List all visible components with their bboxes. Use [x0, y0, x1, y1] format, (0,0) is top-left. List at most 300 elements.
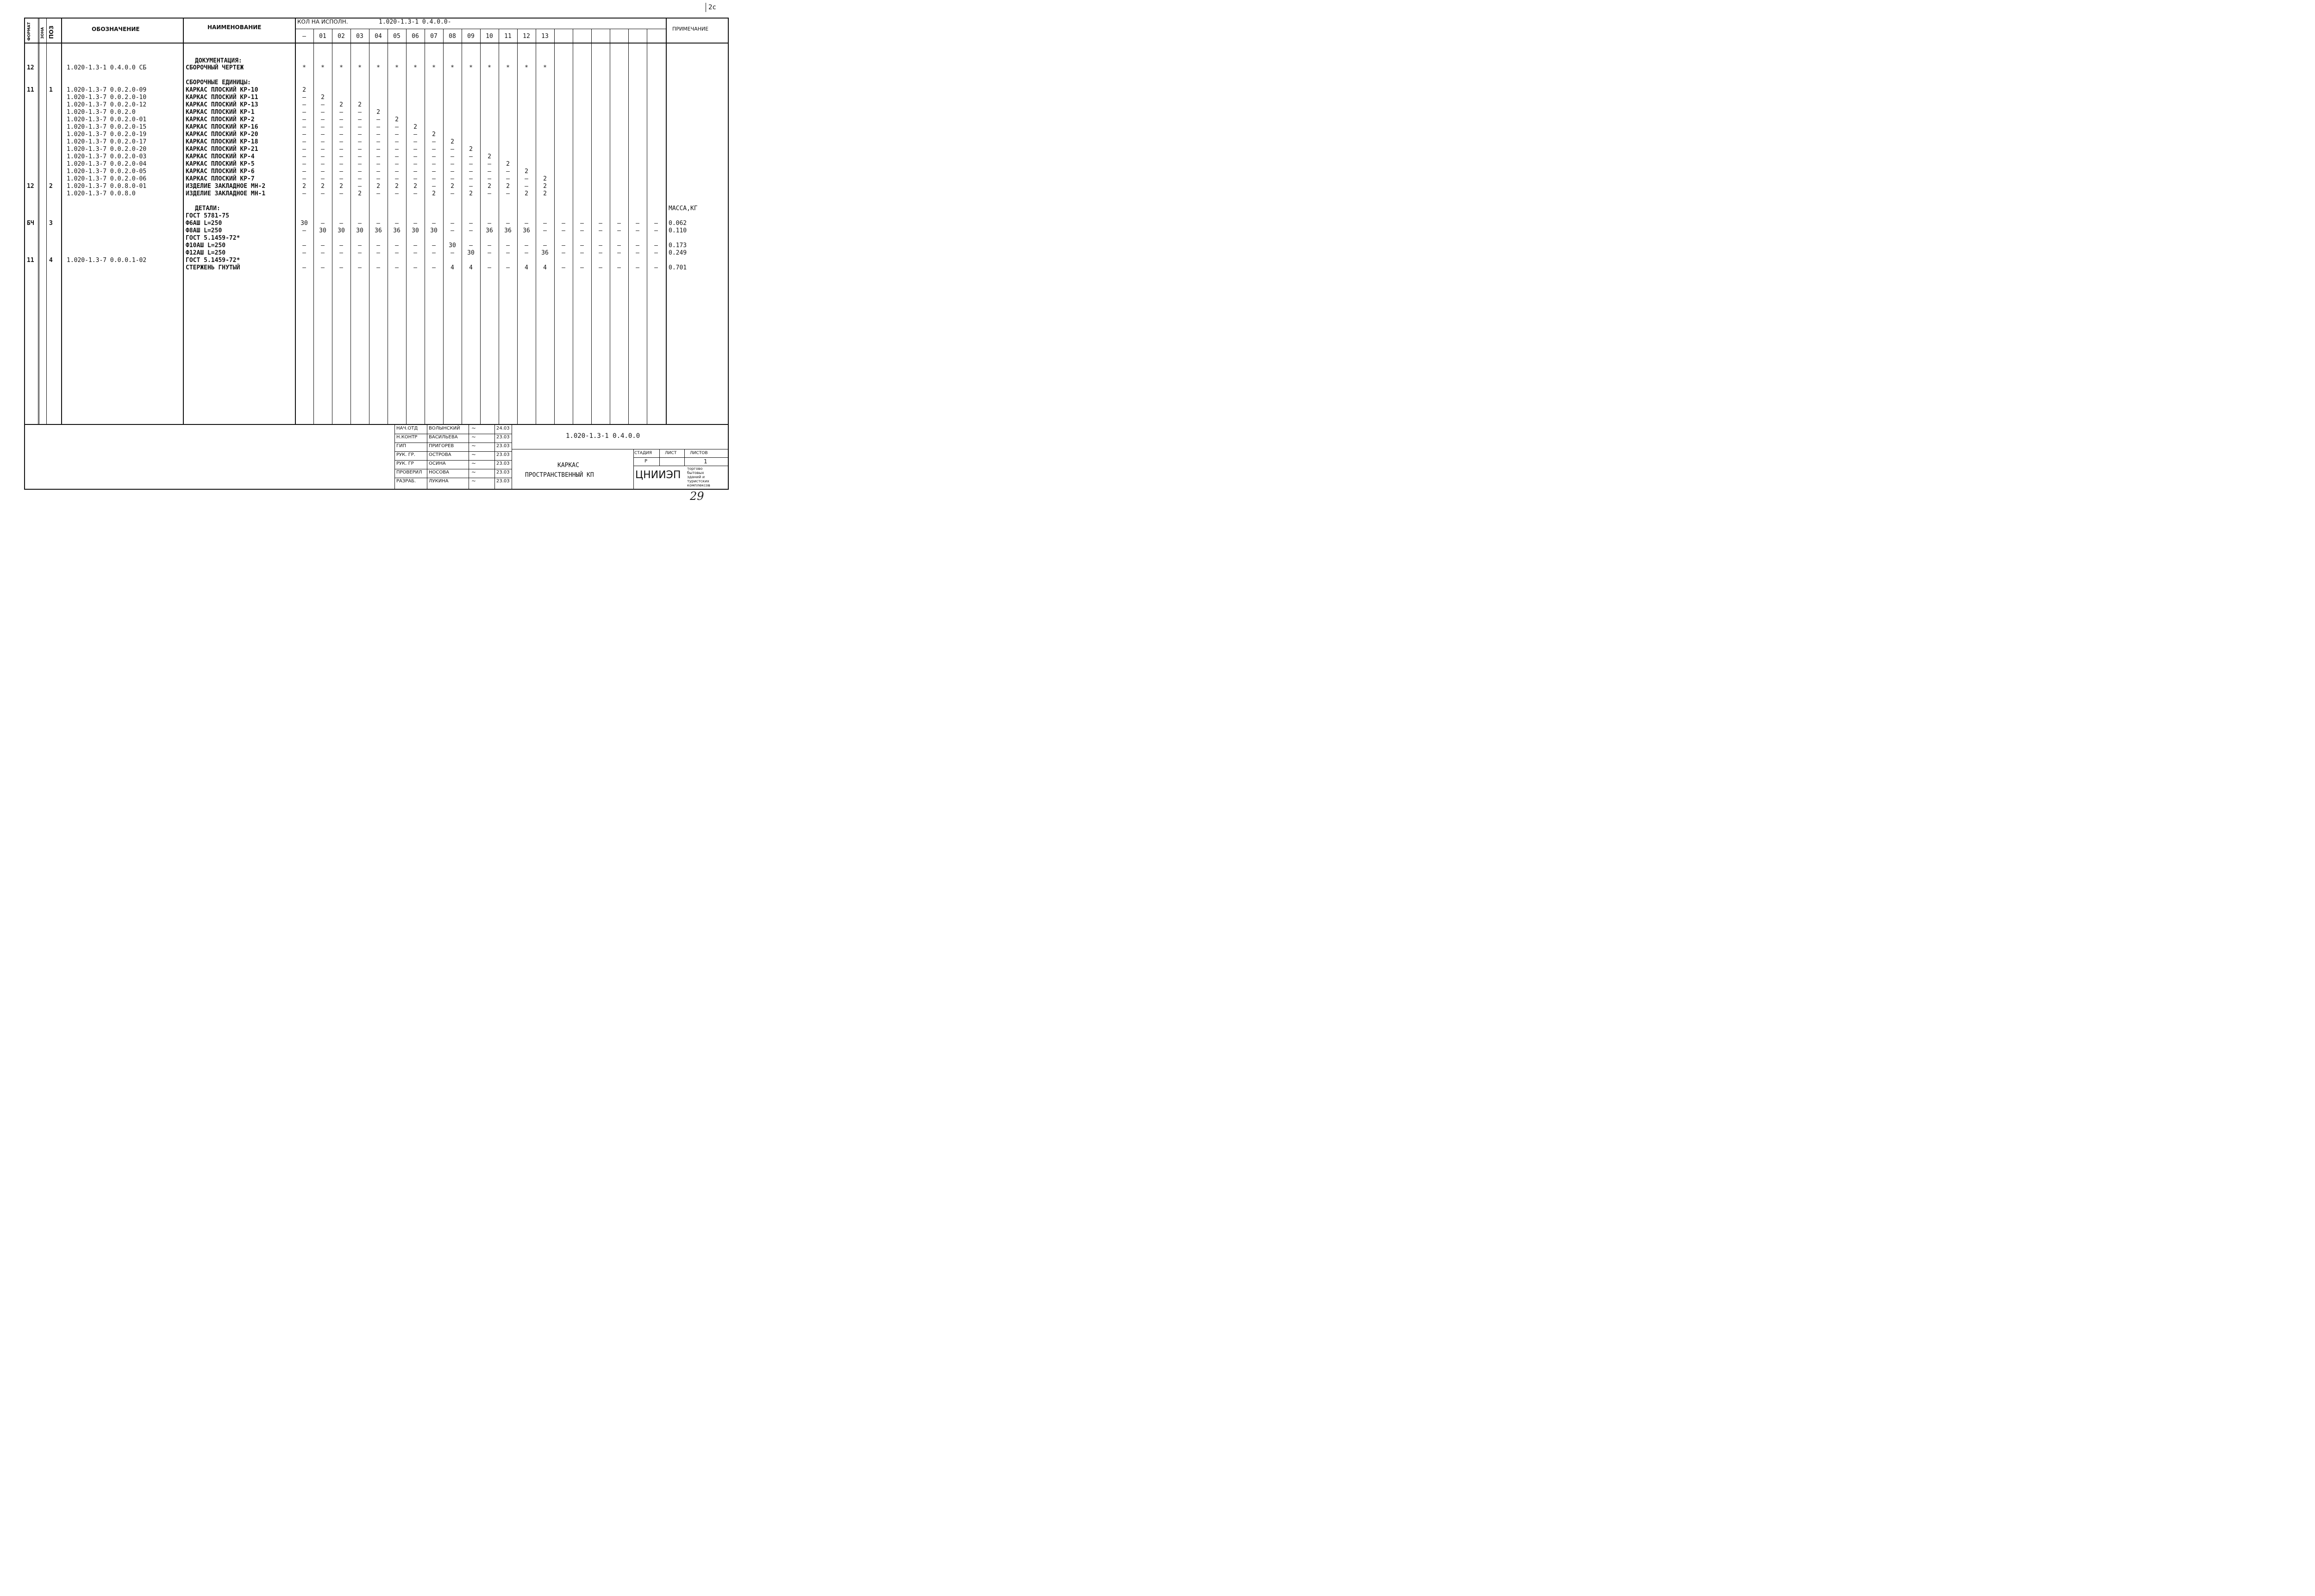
qty-cell: * — [358, 64, 362, 71]
org-subtitle-line: зданий и — [687, 475, 705, 479]
qty-cell: – — [339, 109, 343, 116]
row-designation: 1.020-1.3-7 0.0.8.0-01 — [67, 183, 147, 190]
qty-cell: – — [488, 220, 491, 227]
qty-cell: – — [636, 264, 639, 271]
qty-cell: – — [580, 264, 584, 271]
qty-cell: – — [358, 249, 362, 256]
qty-cell: – — [617, 227, 621, 234]
qty-cell: 2 — [432, 131, 436, 138]
qty-cell: – — [506, 175, 510, 182]
qty-cell: 2 — [358, 190, 362, 197]
qty-cell: * — [506, 64, 510, 71]
qty-cell: 2 — [543, 175, 547, 182]
qty-cell: – — [395, 131, 399, 138]
qty-cell: – — [432, 175, 436, 182]
row-name: КАРКАС ПЛОСКИЙ КР-2 — [186, 116, 255, 123]
page-number: 29 — [690, 490, 704, 503]
qty-cell: – — [339, 146, 343, 153]
variant-header: 12 — [523, 33, 530, 40]
qty-cell: * — [413, 64, 417, 71]
header-qty-label: КОЛ НА ИСПОЛН. — [297, 19, 348, 25]
qty-cell: – — [302, 249, 306, 256]
qty-cell: – — [358, 153, 362, 160]
row-name: СТЕРЖЕНЬ ГНУТЫЙ — [186, 264, 240, 271]
qty-cell: 2 — [450, 183, 454, 190]
qty-cell: – — [376, 138, 380, 145]
title-line-1: КАРКАС — [557, 462, 579, 469]
qty-cell: – — [413, 249, 417, 256]
row-format: БЧ — [27, 220, 34, 227]
signer-name: ЛУКИНА — [429, 479, 449, 484]
qty-cell: – — [413, 220, 417, 227]
qty-cell: 2 — [450, 138, 454, 145]
qty-cell: – — [654, 220, 658, 227]
qty-cell: 2 — [395, 183, 399, 190]
qty-cell: – — [302, 264, 306, 271]
qty-cell: 2 — [469, 190, 473, 197]
sign-date: 23.03 — [496, 479, 510, 484]
qty-cell: 2 — [525, 168, 528, 175]
qty-cell: – — [599, 220, 602, 227]
header-name: НАИМЕНОВАНИЕ — [207, 24, 262, 31]
qty-cell: – — [321, 146, 325, 153]
qty-cell: – — [469, 153, 473, 160]
qty-cell: – — [488, 190, 491, 197]
row-designation: 1.020-1.3-7 0.0.2.0-04 — [67, 161, 147, 168]
row-pos: 2 — [49, 183, 53, 190]
signature-icon: ~ — [471, 425, 476, 431]
sheets-value: 1 — [704, 458, 707, 465]
qty-cell: – — [339, 153, 343, 160]
qty-cell: – — [358, 183, 362, 190]
row-name: КАРКАС ПЛОСКИЙ КР-1 — [186, 109, 255, 116]
qty-cell: – — [413, 161, 417, 168]
qty-cell: – — [469, 242, 473, 249]
qty-cell: – — [358, 138, 362, 145]
variant-header: 11 — [504, 33, 512, 40]
org-subtitle-line: торгово — [687, 467, 703, 471]
sign-date: 23.03 — [496, 470, 510, 475]
qty-cell: – — [358, 116, 362, 123]
qty-cell: – — [432, 242, 436, 249]
qty-cell: – — [636, 242, 639, 249]
qty-cell: – — [302, 175, 306, 182]
qty-cell: – — [339, 249, 343, 256]
qty-cell: – — [580, 227, 584, 234]
qty-cell: – — [395, 124, 399, 131]
row-name: КАРКАС ПЛОСКИЙ КР-16 — [186, 124, 258, 131]
qty-cell: – — [450, 168, 454, 175]
qty-cell: – — [376, 242, 380, 249]
qty-cell: 2 — [376, 183, 380, 190]
qty-cell: – — [413, 175, 417, 182]
qty-cell: 30 — [319, 227, 326, 234]
row-note: 0.062 — [669, 220, 687, 227]
qty-cell: – — [395, 175, 399, 182]
qty-cell: 36 — [523, 227, 530, 234]
qty-cell: – — [395, 264, 399, 271]
qty-cell: – — [321, 153, 325, 160]
corner-note: 2c — [708, 4, 716, 11]
variant-header: 06 — [412, 33, 419, 40]
signer-name: ВОЛЫНСКИЙ — [429, 426, 460, 431]
qty-cell: – — [506, 264, 510, 271]
sign-date: 23.03 — [496, 435, 510, 440]
qty-cell: – — [321, 101, 325, 108]
qty-cell: – — [450, 175, 454, 182]
qty-cell: – — [432, 183, 436, 190]
qty-cell: – — [376, 146, 380, 153]
qty-cell: – — [358, 109, 362, 116]
qty-cell: – — [488, 175, 491, 182]
org-subtitle-line: бытовых — [687, 471, 704, 475]
qty-cell: – — [488, 264, 491, 271]
qty-cell: – — [376, 153, 380, 160]
sign-date: 23.03 — [496, 443, 510, 449]
qty-cell: – — [580, 249, 584, 256]
qty-cell: 2 — [432, 190, 436, 197]
qty-cell: 36 — [393, 227, 400, 234]
qty-cell: – — [339, 264, 343, 271]
row-designation: 1.020-1.3-7 0.0.0.1-02 — [67, 257, 147, 264]
qty-cell: – — [395, 161, 399, 168]
qty-cell: – — [339, 220, 343, 227]
row-note: 0.249 — [669, 249, 687, 256]
qty-cell: – — [376, 175, 380, 182]
qty-cell: – — [358, 131, 362, 138]
row-pos: 3 — [49, 220, 53, 227]
qty-cell: – — [580, 242, 584, 249]
qty-cell: 2 — [488, 153, 491, 160]
variant-header: 09 — [467, 33, 475, 40]
qty-cell: – — [395, 249, 399, 256]
row-name: Ф12АШ L=250 — [186, 249, 226, 256]
row-name: КАРКАС ПЛОСКИЙ КР-13 — [186, 101, 258, 108]
qty-cell: – — [395, 168, 399, 175]
qty-cell: – — [358, 220, 362, 227]
qty-cell: – — [432, 161, 436, 168]
qty-cell: – — [469, 161, 473, 168]
qty-cell: – — [488, 249, 491, 256]
qty-cell: – — [358, 168, 362, 175]
row-designation: 1.020-1.3-7 0.0.2.0-15 — [67, 124, 147, 131]
qty-cell: 2 — [525, 190, 528, 197]
qty-cell: 4 — [525, 264, 528, 271]
signature-icon: ~ — [471, 443, 476, 449]
qty-cell: – — [321, 168, 325, 175]
qty-cell: – — [617, 249, 621, 256]
qty-cell: * — [339, 64, 343, 71]
qty-cell: – — [450, 161, 454, 168]
qty-cell: 36 — [375, 227, 382, 234]
title-line-2: ПРОСТРАНСТВЕННЫЙ КП — [525, 472, 594, 479]
qty-cell: – — [413, 168, 417, 175]
row-name: КАРКАС ПЛОСКИЙ КР-6 — [186, 168, 255, 175]
qty-cell: – — [321, 175, 325, 182]
row-name: ГОСТ 5.1459-72* — [186, 235, 240, 242]
qty-cell: – — [413, 146, 417, 153]
qty-cell: – — [636, 220, 639, 227]
qty-cell: – — [302, 227, 306, 234]
qty-cell: 2 — [488, 183, 491, 190]
row-pos: 1 — [49, 87, 53, 94]
row-name: ИЗДЕЛИЕ ЗАКЛАДНОЕ МН-1 — [186, 190, 266, 197]
qty-cell: – — [543, 227, 547, 234]
signer-role: РАЗРАБ. — [396, 479, 416, 484]
qty-cell: – — [450, 146, 454, 153]
variant-header: 02 — [338, 33, 345, 40]
signer-role: ГИП — [396, 443, 407, 449]
qty-cell: – — [376, 190, 380, 197]
variant-header: 08 — [449, 33, 456, 40]
signature-icon: ~ — [471, 434, 476, 440]
header-zone: ЗОНА — [40, 27, 44, 39]
qty-cell: – — [376, 116, 380, 123]
qty-cell: – — [395, 220, 399, 227]
row-name: КАРКАС ПЛОСКИЙ КР-7 — [186, 175, 255, 182]
signer-role: РУК. ГР — [396, 461, 414, 466]
qty-cell: – — [339, 190, 343, 197]
qty-cell: * — [321, 64, 325, 71]
qty-cell: – — [562, 264, 565, 271]
qty-cell: – — [599, 227, 602, 234]
qty-cell: – — [488, 168, 491, 175]
signer-role: РУК. ГР. — [396, 452, 415, 457]
qty-cell: 2 — [339, 101, 343, 108]
sign-date: 23.03 — [496, 461, 510, 466]
qty-cell: – — [302, 153, 306, 160]
signer-name: ОСТРОВА — [429, 452, 451, 457]
qty-cell: – — [302, 116, 306, 123]
qty-cell: – — [358, 175, 362, 182]
qty-cell: 36 — [541, 249, 549, 256]
signer-role: Н.КОНТР — [396, 435, 418, 440]
qty-cell: – — [321, 220, 325, 227]
qty-cell: – — [432, 220, 436, 227]
qty-cell: 2 — [543, 190, 547, 197]
qty-cell: 2 — [321, 183, 325, 190]
qty-cell: – — [376, 161, 380, 168]
row-designation: 1.020-1.3-7 0.0.2.0-12 — [67, 101, 147, 108]
qty-cell: – — [450, 220, 454, 227]
row-name: ГОСТ 5781-75 — [186, 212, 229, 219]
sheets-label: ЛИСТОВ — [690, 451, 708, 455]
qty-cell: – — [413, 131, 417, 138]
qty-cell: – — [413, 138, 417, 145]
qty-cell: 2 — [321, 94, 325, 101]
row-name: Ф8АШ L=250 — [186, 227, 222, 234]
header-pos: ПОЗ — [48, 25, 55, 39]
qty-cell: – — [432, 153, 436, 160]
qty-cell: – — [525, 220, 528, 227]
qty-cell: – — [617, 264, 621, 271]
qty-cell: – — [488, 161, 491, 168]
row-note: 0.173 — [669, 242, 687, 249]
qty-cell: – — [321, 124, 325, 131]
qty-cell: * — [469, 64, 473, 71]
qty-cell: – — [339, 131, 343, 138]
qty-cell: * — [543, 64, 547, 71]
qty-cell: – — [450, 227, 454, 234]
qty-cell: – — [302, 124, 306, 131]
qty-cell: 30 — [467, 249, 475, 256]
qty-cell: – — [395, 146, 399, 153]
row-name: КАРКАС ПЛОСКИЙ КР-5 — [186, 161, 255, 168]
qty-cell: – — [339, 124, 343, 131]
qty-cell: – — [358, 146, 362, 153]
row-note: 0.701 — [669, 264, 687, 271]
row-designation: 1.020-1.3-7 0.0.2.0 — [67, 109, 136, 116]
qty-cell: – — [302, 168, 306, 175]
qty-cell: 30 — [412, 227, 419, 234]
qty-cell: – — [562, 242, 565, 249]
row-name: ДОКУМЕНТАЦИЯ: — [195, 57, 242, 64]
qty-cell: – — [376, 249, 380, 256]
sign-date: 24.03 — [496, 426, 510, 431]
qty-cell: 2 — [339, 183, 343, 190]
qty-cell: 2 — [376, 109, 380, 116]
qty-cell: 2 — [413, 124, 417, 131]
qty-cell: 4 — [450, 264, 454, 271]
qty-cell: – — [395, 242, 399, 249]
qty-cell: – — [580, 220, 584, 227]
qty-cell: 2 — [358, 101, 362, 108]
qty-cell: 30 — [449, 242, 456, 249]
row-name: КАРКАС ПЛОСКИЙ КР-10 — [186, 87, 258, 94]
qty-cell: – — [432, 146, 436, 153]
qty-cell: 4 — [469, 264, 473, 271]
qty-cell: – — [562, 220, 565, 227]
row-format: 12 — [27, 183, 34, 190]
qty-cell: 30 — [300, 220, 308, 227]
row-designation: 1.020-1.3-7 0.0.2.0-17 — [67, 138, 147, 145]
variant-header: 13 — [541, 33, 549, 40]
org-name: ЦНИИЭП — [635, 469, 681, 481]
qty-cell: – — [376, 124, 380, 131]
row-note: 0.110 — [669, 227, 687, 234]
qty-cell: – — [543, 220, 547, 227]
qty-cell: – — [339, 161, 343, 168]
qty-cell: 36 — [504, 227, 512, 234]
qty-cell: – — [302, 146, 306, 153]
qty-cell: – — [525, 249, 528, 256]
sign-date: 23.03 — [496, 452, 510, 457]
qty-cell: 4 — [543, 264, 547, 271]
qty-cell: – — [302, 109, 306, 116]
row-designation: 1.020-1.3-7 0.0.2.0-10 — [67, 94, 147, 101]
qty-cell: – — [339, 175, 343, 182]
stage-label: СТАДИЯ — [634, 451, 652, 455]
qty-cell: – — [376, 264, 380, 271]
qty-cell: – — [506, 249, 510, 256]
qty-cell: – — [543, 242, 547, 249]
row-name: ИЗДЕЛИЕ ЗАКЛАДНОЕ МН-2 — [186, 183, 266, 190]
qty-cell: – — [654, 264, 658, 271]
qty-cell: – — [358, 161, 362, 168]
qty-cell: – — [654, 227, 658, 234]
row-name: КАРКАС ПЛОСКИЙ КР-4 — [186, 153, 255, 160]
qty-cell: – — [321, 242, 325, 249]
row-format: 11 — [27, 257, 34, 264]
row-designation: 1.020-1.3-7 0.0.2.0-03 — [67, 153, 147, 160]
org-subtitle-line: туристских — [687, 479, 709, 483]
qty-cell: 30 — [338, 227, 345, 234]
qty-cell: 2 — [506, 161, 510, 168]
row-name: КАРКАС ПЛОСКИЙ КР-18 — [186, 138, 258, 145]
row-designation: 1.020-1.3-7 0.0.2.0-05 — [67, 168, 147, 175]
qty-cell: * — [488, 64, 491, 71]
qty-cell: 30 — [430, 227, 438, 234]
qty-cell: – — [302, 101, 306, 108]
qty-cell: – — [599, 242, 602, 249]
signature-icon: ~ — [471, 478, 476, 484]
qty-cell: – — [469, 220, 473, 227]
qty-cell: – — [413, 242, 417, 249]
qty-cell: – — [321, 190, 325, 197]
qty-cell: – — [339, 242, 343, 249]
qty-cell: – — [654, 249, 658, 256]
qty-cell: – — [469, 227, 473, 234]
row-name: КАРКАС ПЛОСКИЙ КР-11 — [186, 94, 258, 101]
variant-header: 01 — [319, 33, 326, 40]
qty-cell: – — [469, 168, 473, 175]
qty-cell: – — [376, 168, 380, 175]
row-designation: 1.020-1.3-7 0.0.2.0-06 — [67, 175, 147, 182]
qty-cell: 2 — [543, 183, 547, 190]
qty-cell: – — [488, 242, 491, 249]
qty-cell: – — [302, 94, 306, 101]
signer-role: НАЧ.ОТД — [396, 426, 418, 431]
row-name: КАРКАС ПЛОСКИЙ КР-21 — [186, 146, 258, 153]
variant-header: 03 — [356, 33, 363, 40]
variant-header: 07 — [430, 33, 438, 40]
org-subtitle-line: комплексов — [687, 483, 710, 487]
qty-cell: – — [302, 161, 306, 168]
sheet-label: ЛИСТ — [665, 451, 677, 455]
signature-icon: ~ — [471, 451, 476, 458]
qty-cell: – — [321, 161, 325, 168]
row-format: 12 — [27, 64, 34, 71]
qty-cell: – — [302, 242, 306, 249]
stage-value: Р — [644, 459, 648, 464]
header-note: ПРИМЕЧАНИЕ — [672, 26, 709, 32]
qty-cell: – — [358, 264, 362, 271]
qty-cell: – — [562, 227, 565, 234]
signature-icon: ~ — [471, 469, 476, 475]
qty-cell: – — [525, 242, 528, 249]
signature-icon: ~ — [471, 460, 476, 467]
qty-cell: – — [432, 264, 436, 271]
qty-cell: – — [321, 131, 325, 138]
qty-cell: – — [617, 242, 621, 249]
qty-cell: 2 — [506, 183, 510, 190]
qty-cell: – — [339, 116, 343, 123]
qty-cell: – — [302, 131, 306, 138]
qty-cell: 2 — [395, 116, 399, 123]
qty-cell: – — [358, 124, 362, 131]
qty-cell: – — [302, 190, 306, 197]
qty-cell: – — [413, 190, 417, 197]
header-format: ФОРМАТ — [27, 22, 31, 41]
row-name: Ф10АШ L=250 — [186, 242, 226, 249]
qty-cell: * — [432, 64, 436, 71]
qty-cell: 2 — [302, 87, 306, 94]
qty-cell: – — [506, 190, 510, 197]
row-note: МАССА,КГ — [669, 205, 698, 212]
row-name: ГОСТ 5.1459-72* — [186, 257, 240, 264]
qty-cell: – — [376, 131, 380, 138]
signer-name: ПРИГОРЕВ — [429, 443, 454, 449]
